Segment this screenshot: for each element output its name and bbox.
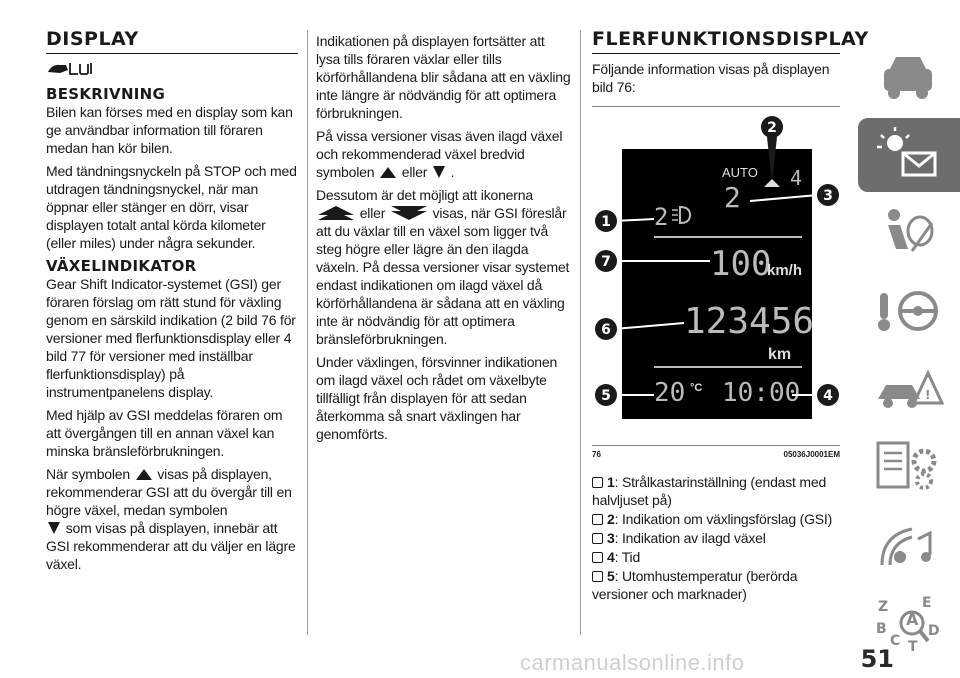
svg-text:C: C bbox=[890, 633, 901, 649]
temperature-unit: °C bbox=[690, 382, 703, 394]
breakdown-icon bbox=[872, 359, 944, 419]
column-3 bbox=[592, 28, 869, 604]
svg-text:A: A bbox=[906, 610, 919, 629]
legend-item: 2: Indikation om växlingsförslag (GSI) bbox=[592, 510, 840, 528]
paragraph-gsi-double: Dessutom är det möjligt att ikonerna eller visas, när GSI föreslår att du växlar till en växel som ligger två steg högre eller lägre än den ilagda växeln. På dessa versioner visar systemet endast indikationen om ilagd växel då körförhållandena är sådana att en växling inte är nödvändig för att optimera bränsleförbrukningen. bbox=[316, 187, 570, 347]
svg-text:D: D bbox=[928, 623, 940, 639]
section-title-display: DISPLAY bbox=[46, 28, 139, 50]
svg-text:4: 4 bbox=[823, 388, 833, 404]
outside-temperature: 20 bbox=[654, 378, 686, 408]
legend-item: 1: Strålkastarinställning (endast med halvljuset på) bbox=[592, 474, 827, 508]
figure-caption bbox=[592, 450, 840, 459]
subheading-vaxelindikator: VÄXELINDIKATOR bbox=[46, 257, 197, 275]
page-number: 51 bbox=[860, 645, 894, 673]
paragraph: Gear Shift Indicator-systemet (GSI) ger föraren förslag om rätt stund för växling genom en särskild indikation (2 bild 76 för versioner med flerfunktionsdisplay eller 4 bild 77 för versioner med inställbar flerfunktionsdisplay) på instrumentpanelens display. bbox=[46, 276, 296, 400]
title-rule bbox=[592, 53, 840, 54]
index-letters-icon bbox=[872, 593, 944, 653]
display-symbol-icon bbox=[46, 60, 298, 81]
shift-down-icon bbox=[433, 166, 445, 178]
svg-text:6: 6 bbox=[601, 322, 611, 338]
svg-text:1: 1 bbox=[601, 214, 611, 230]
column-divider bbox=[580, 30, 581, 635]
legend-item: 3: Indikation av ilagd växel bbox=[592, 529, 840, 547]
recommended-gear: 4 bbox=[790, 166, 803, 190]
svg-text:!: ! bbox=[925, 388, 931, 402]
airbag-seat-icon bbox=[872, 203, 944, 263]
checkbox-icon bbox=[592, 552, 603, 563]
odometer-unit: km bbox=[768, 346, 792, 363]
odometer-value: 123456 bbox=[684, 301, 815, 342]
svg-text:E: E bbox=[922, 595, 932, 611]
chapter-sidebar bbox=[856, 40, 960, 664]
column-divider bbox=[307, 30, 308, 635]
paragraph-gsi-symbols: När symbolen visas på displayen, rekommenderar GSI att du övergår till en högre växel, medan symbolen som visas på displayen, innebär att GSI rekommenderar att du väljer en lägre växel. bbox=[46, 466, 296, 572]
multifunction-display-figure bbox=[592, 107, 840, 445]
checkbox-icon bbox=[592, 571, 603, 582]
clock-time: 10:00 bbox=[722, 378, 801, 408]
checkbox-icon bbox=[592, 514, 603, 525]
tab-car[interactable] bbox=[856, 40, 960, 114]
tab-driving[interactable] bbox=[856, 274, 960, 348]
title-rule bbox=[46, 53, 298, 54]
tab-dashboard-warnings[interactable] bbox=[858, 118, 960, 192]
speed-value: 100 bbox=[710, 244, 772, 284]
paragraph-intro: Följande information visas på displayen bild 76: bbox=[592, 61, 830, 95]
legend-item: 4: Tid bbox=[592, 548, 840, 566]
steering-wheel-icon bbox=[872, 281, 944, 341]
paragraph: Bilen kan förses med en display som kan ge användbar information till föraren medan han kör bilen. bbox=[46, 104, 293, 156]
headlamp-level: 2 bbox=[654, 203, 669, 231]
column-2 bbox=[316, 32, 572, 448]
svg-text:T: T bbox=[908, 639, 918, 653]
paragraph-gsi-gear: På vissa versioner visas även ilagd växel och rekommenderad växel bredvid symbolen eller . bbox=[316, 128, 563, 180]
warning-lights-icon bbox=[873, 125, 945, 185]
shift-up-icon bbox=[380, 167, 396, 178]
double-shift-up-icon bbox=[316, 205, 356, 221]
column-1 bbox=[46, 28, 298, 578]
svg-text:2: 2 bbox=[767, 120, 777, 136]
specs-gears-icon bbox=[872, 437, 944, 497]
legend-item: 5: Utomhustemperatur (berörda versioner och marknader) bbox=[592, 568, 798, 602]
current-gear: 2 bbox=[724, 181, 741, 214]
tab-emergency[interactable] bbox=[856, 352, 960, 426]
watermark: carmanualsonline.info bbox=[520, 650, 745, 675]
legend-list bbox=[592, 473, 840, 603]
paragraph: Med hjälp av GSI meddelas föraren om att övergången till en annan växel kan minska bränsleförbrukningen. bbox=[46, 407, 283, 459]
svg-text:7: 7 bbox=[601, 254, 611, 270]
multimedia-icon bbox=[872, 515, 944, 575]
checkbox-icon bbox=[592, 477, 603, 488]
auto-label: AUTO bbox=[722, 165, 758, 180]
car-icon bbox=[872, 47, 944, 107]
shift-up-icon bbox=[136, 469, 152, 480]
checkbox-icon bbox=[592, 533, 603, 544]
paragraph: Under växlingen, försvinner indikationen om ilagd växel och rådet om växelbyte tillfälligt från displayen för att sedan återkomma så snart växlingen har genomförts. bbox=[316, 354, 558, 442]
svg-text:B: B bbox=[876, 621, 887, 637]
subheading-beskrivning: BESKRIVNING bbox=[46, 85, 166, 103]
svg-text:5: 5 bbox=[601, 388, 611, 404]
paragraph: Med tändningsnyckeln på STOP och med utdragen tändningsnyckel, när man öppnar eller stänger en dörr, visar displayen totalt antal körda kilometer (eller miles) under några sekunder. bbox=[46, 163, 297, 251]
tab-safety[interactable] bbox=[856, 196, 960, 270]
figure-number: 76 bbox=[592, 450, 601, 459]
shift-down-icon bbox=[48, 522, 60, 534]
tab-multimedia[interactable] bbox=[856, 508, 960, 582]
tab-maintenance[interactable] bbox=[856, 430, 960, 504]
figure-code: 05036J0001EM bbox=[783, 450, 840, 459]
paragraph: Indikationen på displayen fortsätter att lysa tills föraren växlar eller tills körförhållandena blir sådana att en växling inte längre är nödvändig för att optimera förbrukningen. bbox=[316, 33, 571, 121]
figure-bottom-rule bbox=[592, 445, 840, 446]
section-title-flerfunktionsdisplay: FLERFUNKTIONSDISPLAY bbox=[592, 28, 869, 50]
svg-text:Z: Z bbox=[878, 599, 889, 615]
double-shift-down-icon bbox=[389, 205, 429, 221]
svg-text:3: 3 bbox=[823, 188, 833, 204]
speed-unit: km/h bbox=[767, 262, 803, 279]
